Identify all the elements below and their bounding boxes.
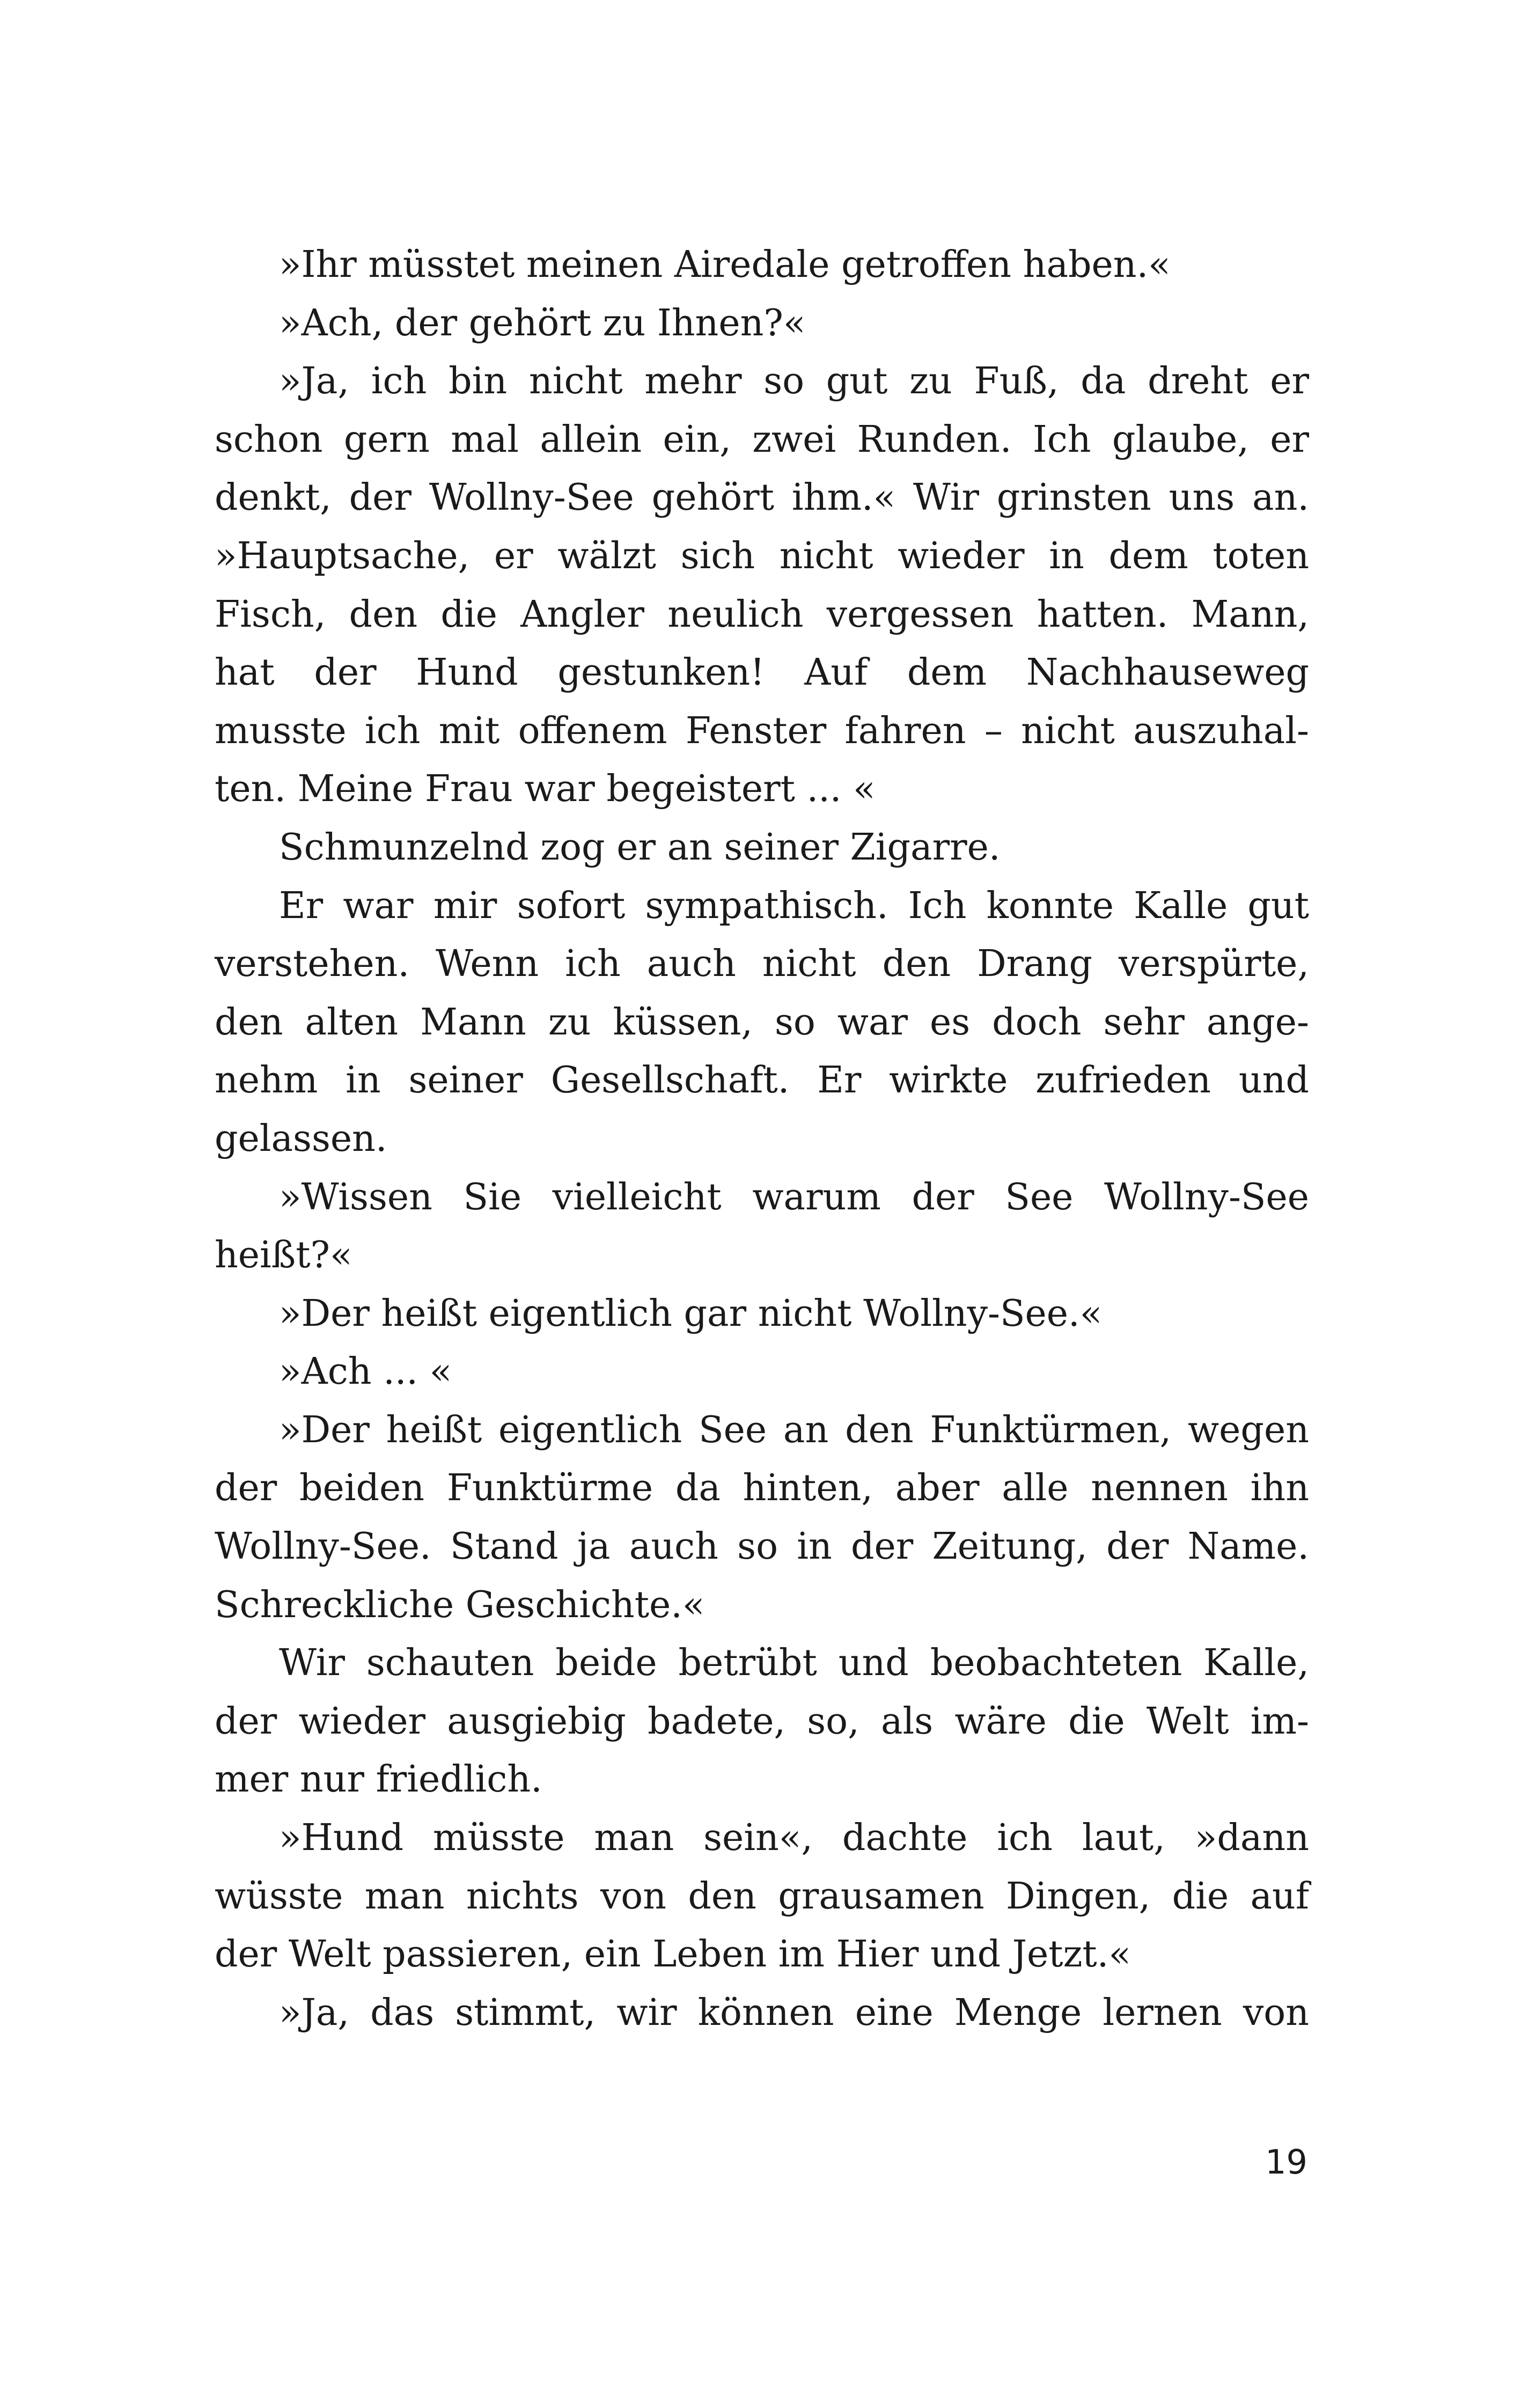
- text-line: hat der Hund gestunken! Auf dem Nachhauseweg: [215, 651, 1309, 694]
- text-line: ten. Meine Frau war begeistert ... «: [215, 768, 876, 811]
- text-line: »Hund müsste man sein«, dachte ich laut, »dann: [279, 1817, 1309, 1860]
- text-line: musste ich mit offenem Fenster fahren – nicht auszuhal-: [215, 709, 1309, 752]
- text-line: Wir schauten beide betrübt und beobachteten Kalle,: [279, 1642, 1309, 1685]
- text-line: »Ach ... «: [279, 1350, 452, 1393]
- text-line: wüsste man nichts von den grausamen Dingen, die auf: [215, 1875, 1309, 1918]
- page-number: 19: [1265, 2142, 1307, 2182]
- text-line: Schreckliche Geschichte.«: [215, 1583, 705, 1626]
- text-line: »Ihr müsstet meinen Airedale getroffen haben.«: [279, 244, 1171, 286]
- text-line: »Der heißt eigentlich See an den Funktürmen, wegen: [279, 1408, 1309, 1451]
- text-line: Wollny-See. Stand ja auch so in der Zeitung, der Name.: [215, 1525, 1309, 1568]
- text-line: der Welt passieren, ein Leben im Hier und Jetzt.«: [215, 1933, 1131, 1976]
- text-line: schon gern mal allein ein, zwei Runden. Ich glaube, er: [215, 418, 1309, 461]
- text-line: »Ja, ich bin nicht mehr so gut zu Fuß, da dreht er: [279, 360, 1309, 403]
- text-line: verstehen. Wenn ich auch nicht den Drang verspürte,: [215, 943, 1309, 986]
- text-line: Fisch, den die Angler neulich vergessen hatten. Mann,: [215, 593, 1309, 636]
- text-line: »Hauptsache, er wälzt sich nicht wieder in dem toten: [215, 534, 1309, 577]
- text-line: »Wissen Sie vielleicht warum der See Wollny-See: [279, 1176, 1309, 1218]
- text-line: »Der heißt eigentlich gar nicht Wollny-See.«: [279, 1292, 1103, 1335]
- text-line: Schmunzelnd zog er an seiner Zigarre.: [279, 826, 1001, 869]
- body-text: [215, 236, 1309, 2042]
- text-line: den alten Mann zu küssen, so war es doch sehr ange-: [215, 1001, 1309, 1044]
- text-line: »Ach, der gehört zu Ihnen?«: [279, 302, 806, 344]
- text-line: der wieder ausgiebig badete, so, als wäre die Welt im-: [215, 1700, 1309, 1743]
- text-line: der beiden Funktürme da hinten, aber alle nennen ihn: [215, 1467, 1309, 1510]
- text-line: »Ja, das stimmt, wir können eine Menge lernen von: [279, 1991, 1309, 2034]
- text-line: denkt, der Wollny-See gehört ihm.« Wir grinsten uns an.: [215, 476, 1309, 519]
- text-line: Er war mir sofort sympathisch. Ich konnte Kalle gut: [279, 884, 1309, 927]
- text-line: nehm in seiner Gesellschaft. Er wirkte zufrieden und: [215, 1059, 1309, 1102]
- text-line: heißt?«: [215, 1234, 352, 1277]
- text-line: gelassen.: [215, 1117, 387, 1160]
- text-line: mer nur friedlich.: [215, 1758, 542, 1801]
